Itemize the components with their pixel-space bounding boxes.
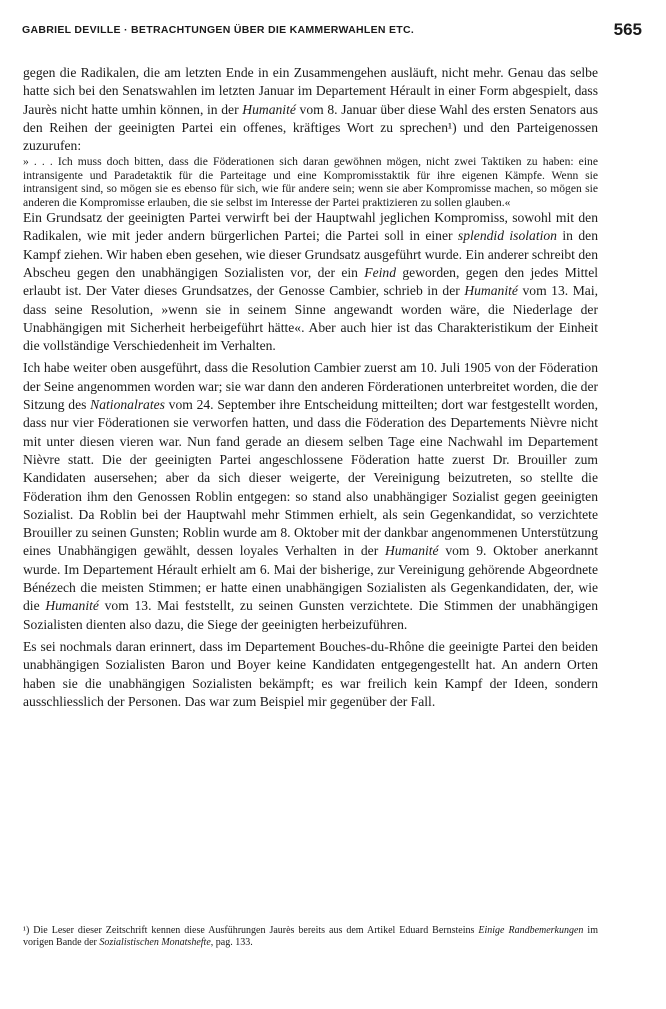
journal-name: Humanité bbox=[464, 283, 518, 299]
journal-name: Humanité bbox=[45, 598, 99, 614]
emphasis: Nationalrates bbox=[90, 397, 165, 413]
block-quote: » . . . Ich muss doch bitten, dass die Föderationen sich daran gewöhnen mögen, nicht zwei Taktiken zu haben: eine intransigente und Paradetaktik für die Parteitage und eine Kompromisstaktik für ihre eigenen Kämpfe. Wenn sie intransigent sind, so mögen sie es ebenso für sich, wie für andere sein; wenn sie aber Kompromisse machen, so mögen sie anderen die Kompromisse erlauben, die sie selbst im Interesse der Partei praktizieren zu sollen glauben.« bbox=[23, 155, 598, 209]
journal-name: Humanité bbox=[384, 543, 439, 559]
body-text bbox=[23, 64, 598, 711]
page-number: 565 bbox=[613, 20, 642, 39]
paragraph-2: Ein Grundsatz der geeinigten Partei verwirft bei der Hauptwahl jeglichen Kompromiss, sowohl mit den Radikalen, wie mit jeder andern bürgerlichen Partei; die Partei soll in einer splendid isolation in den Kampf ziehen. Wir haben eben gesehen, wie dieser Grundsatz ausgeführt wurde. Ein anderer schreibt den Abscheu gegen den unabhängigen Sozialisten vor, der ein Feind geworden, gegen den jedes Mittel erlaubt ist. Der Vater dieses Grundsatzes, der Genosse Cambier, schrieb in der Humanité vom 13. Mai, dass seine Resolution, »wenn sie in seinem Sinne angewandt worden wäre, die Niederlage der Unabhängigen mit Sicherheit herbeigeführt hätte«. Aber auch hier ist das Charakteristikum der Einheit die vollständige Verschiedenheit im Verhalten. bbox=[23, 210, 599, 354]
journal-name: Humanité bbox=[242, 101, 296, 117]
paragraph-4: Es sei nochmals daran erinnert, dass im Departement Bouches-du-Rhône die geeinigte Partei den beiden unabhängigen Sozialisten Baron und Boyer keine Kandidaten entgegengestellt hat. An andern Orten haben sie die unabhängigen Sozialisten bekämpft; es war freilich kein Kampf der Ideen, sondern ausschliesslich der Personen. Das war zum Beispiel mir gegenüber der Fall. bbox=[23, 638, 598, 709]
emphasis: Feind bbox=[364, 265, 397, 280]
paragraph-3: Ich habe weiter oben ausgeführt, dass die Resolution Cambier zuerst am 10. Juli 1905 von der Föderation der Seine angenommen worden war; sie war dann den anderen Förderationen unterbreitet worden, die der Sitzung des Nationalrates vom 24. September ihre Entscheidung mitteilten; dort war festgestellt worden, dass nur vier Föderationen sie verworfen hatten, und dass die Föderation des Departements Nièvre nicht mit unter diesen vieren war. Nun fand gerade an diesem selben Tage eine Nachwahl im Departement Nièvre statt. Die der geeinigten Partei angeschlossene Föderation hatte zuerst Dr. Brouiller zum Kandidaten ausersehen; aber da sich dieser weigerte, der Vereinigung beizutreten, so stellte die Föderation ihm den Genossen Roblin entgegen: so stand also unabhängiger Sozialist gegen geeinigten Sozialist. Da Roblin bei der Hauptwahl mehr Stimmen erhielt, als sein Gegenkandidat, so verzichtete Brouiller zu seinen Gunsten; Roblin wurde am 8. Oktober mit der dankbar angenommenen Unterstützung eines Unabhängigen gewählt, dessen loyales Verhalten in der Humanité vom 9. Oktober anerkannt wurde. Im Departement Hérault erhielt am 6. Mai der bisherige, zur Vereinigung gehörende Abgeordnete Bénézech die meisten Stimmen; er hatte einen unabhängigen Sozialisten als Gegenkandidaten, der, wie die Humanité vom 13. Mai feststellt, zu seinen Gunsten verzichtete. Die Stimmen der unabhängigen Sozialisten dienten also dazu, die Siege der geeinigten herbeizuführen. bbox=[23, 360, 598, 632]
emphasis: splendid isolation bbox=[457, 228, 557, 244]
paragraph-1: gegen die Radikalen, die am letzten Ende in ein Zusammengehen ausläuft, nicht mehr. Genau das selbe hatte sich bei den Senatswahlen im letzten Januar im Departement Hérault in einer Form abgespielt, dass Jaurès nicht hatte umhin können, in der Humanité vom 8. Januar über diese Wahl des ersten Senators aus den Reihen der geeinigten Partei ein offenes, kräftiges Wort zu sprechen¹) und den Parteigenossen zuzurufen: bbox=[23, 65, 598, 154]
footnote: ¹) Die Leser dieser Zeitschrift kennen diese Ausführungen Jaurès bereits aus dem Artikel Eduard Bernsteins Einige Randbemerkungen im vorigen Bande der Sozialistischen Monatshefte, pag. 133. bbox=[23, 925, 598, 948]
running-head: GABRIEL DEVILLE · BETRACHTUNGEN ÜBER DIE KAMMERWAHLEN ETC. bbox=[22, 24, 415, 36]
